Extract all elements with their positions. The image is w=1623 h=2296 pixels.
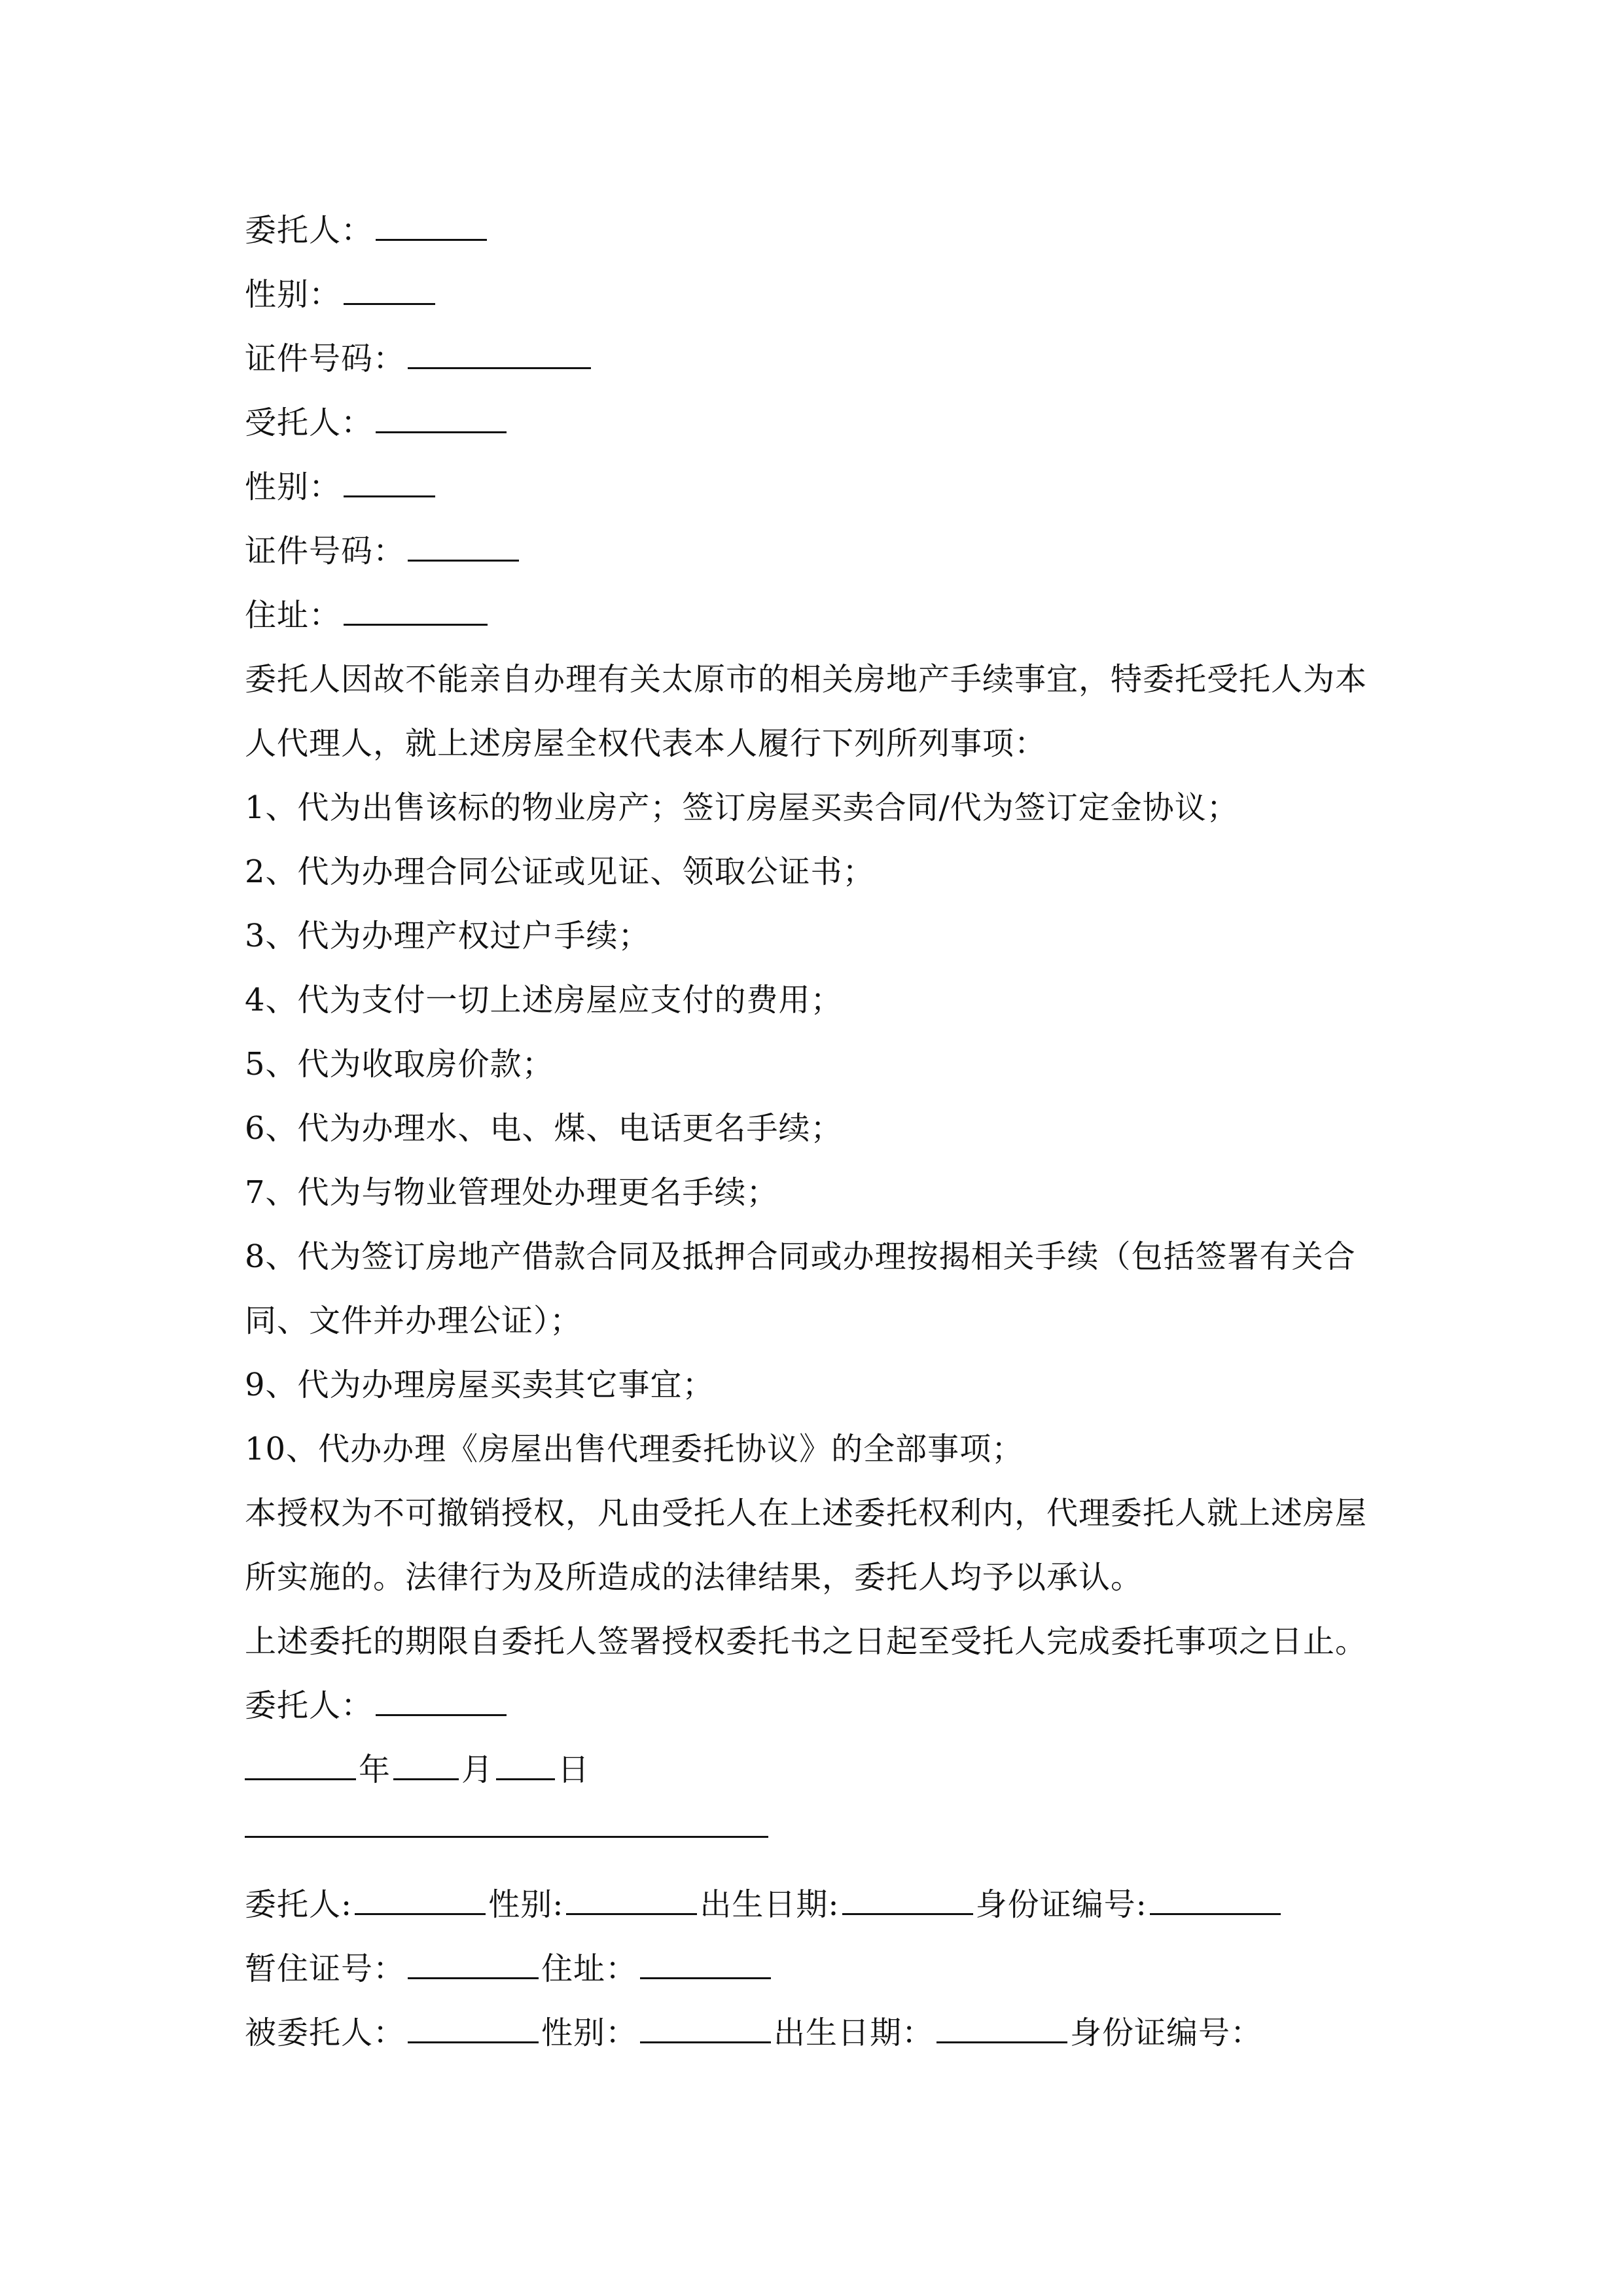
- form2-permit-blank[interactable]: [408, 1952, 539, 1979]
- form2-birth-blank[interactable]: [842, 1888, 973, 1915]
- address-label: 住址：: [245, 597, 342, 634]
- address-line: [245, 596, 490, 635]
- form2-agent-id-label: 身份证编号：: [1070, 2015, 1263, 2051]
- paragraph-irrevocable-line-1: 本授权为不可撤销授权，凡由受托人在上述委托权利内，代理委托人就上述房屋: [245, 1495, 1368, 1532]
- form2-principal-label: 委托人:: [245, 1886, 353, 1923]
- agent-gender-label: 性别：: [245, 469, 342, 505]
- form2-agent-gender-blank[interactable]: [640, 2017, 771, 2043]
- principal-line: [245, 211, 490, 250]
- form2-id-label: 身份证编号:: [975, 1886, 1147, 1923]
- form2-principal-blank[interactable]: [355, 1888, 486, 1915]
- year-blank[interactable]: [245, 1753, 356, 1780]
- agent-gender-blank[interactable]: [344, 471, 435, 497]
- signature-line: [245, 1686, 509, 1725]
- date-line: [245, 1750, 590, 1789]
- principal-gender-line: [245, 275, 438, 314]
- principal-label: 委托人：: [245, 212, 374, 249]
- item-8-line-2: 同、文件并办理公证）；: [245, 1302, 582, 1339]
- year-label: 年: [359, 1751, 391, 1788]
- month-label: 月: [461, 1751, 494, 1788]
- agent-id-line: [245, 531, 522, 571]
- item-6: 6、代为办理水、电、煤、电话更名手续；: [245, 1110, 843, 1147]
- form2-address-label: 住址：: [541, 1950, 638, 1987]
- form2-permit-label: 暂住证号：: [245, 1950, 406, 1987]
- agent-line: [245, 403, 509, 442]
- item-9: 9、代为办理房屋买卖其它事宜；: [245, 1367, 715, 1403]
- principal-blank[interactable]: [376, 214, 487, 241]
- month-blank[interactable]: [393, 1753, 459, 1780]
- item-3: 3、代为办理产权过户手续；: [245, 918, 651, 954]
- paragraph-reason-line-1: 委托人因故不能亲自办理有关太原市的相关房地产手续事宜，特委托受托人为本: [245, 661, 1368, 698]
- principal-gender-blank[interactable]: [344, 278, 435, 305]
- agent-gender-line: [245, 467, 438, 507]
- signature-label: 委托人：: [245, 1687, 374, 1724]
- item-7: 7、代为与物业管理处办理更名手续；: [245, 1174, 779, 1211]
- agent-label: 受托人：: [245, 404, 374, 441]
- form2-agent-blank[interactable]: [408, 2017, 539, 2043]
- item-10: 10、代办办理《房屋出售代理委托协议》的全部事项；: [245, 1431, 1024, 1467]
- principal-id-blank[interactable]: [408, 342, 591, 369]
- item-5: 5、代为收取房价款；: [245, 1046, 554, 1083]
- signature-blank[interactable]: [376, 1689, 507, 1716]
- item-8-line-1: 8、代为签订房地产借款合同及抵押合同或办理按揭相关手续（包括签署有关合: [245, 1238, 1356, 1275]
- form2-birth-label: 出生日期:: [700, 1886, 840, 1923]
- form2-address-blank[interactable]: [640, 1952, 771, 1979]
- principal-gender-label: 性别：: [245, 276, 342, 313]
- item-4: 4、代为支付一切上述房屋应支付的费用；: [245, 982, 843, 1018]
- form2-row-2: [245, 1949, 774, 1988]
- section-divider: [245, 1836, 768, 1838]
- agent-id-blank[interactable]: [408, 535, 519, 562]
- day-label: 日: [558, 1751, 590, 1788]
- form2-agent-birth-blank[interactable]: [936, 2017, 1067, 2043]
- form2-agent-birth-label: 出生日期：: [774, 2015, 935, 2051]
- day-blank[interactable]: [496, 1753, 555, 1780]
- form2-gender-blank[interactable]: [566, 1888, 697, 1915]
- agent-blank[interactable]: [376, 406, 507, 433]
- form2-gender-label: 性别:: [488, 1886, 564, 1923]
- form2-id-blank[interactable]: [1150, 1888, 1281, 1915]
- principal-id-label: 证件号码：: [245, 340, 406, 377]
- form2-agent-label: 被委托人：: [245, 2015, 406, 2051]
- address-blank[interactable]: [344, 599, 488, 626]
- paragraph-term: 上述委托的期限自委托人签署授权委托书之日起至受托人完成委托事项之日止。: [245, 1623, 1368, 1660]
- principal-id-line: [245, 339, 594, 378]
- agent-id-label: 证件号码：: [245, 533, 406, 569]
- form2-row-3: [245, 2013, 1262, 2053]
- paragraph-irrevocable-line-2: 所实施的。法律行为及所造成的法律结果，委托人均予以承认。: [245, 1559, 1143, 1596]
- item-2: 2、代为办理合同公证或见证、领取公证书；: [245, 853, 875, 890]
- form2-row-1: [245, 1885, 1283, 1924]
- form2-agent-gender-label: 性别：: [541, 2015, 638, 2051]
- item-1: 1、代为出售该标的物业房产；签订房屋买卖合同/代为签订定金协议；: [245, 789, 1239, 826]
- paragraph-reason-line-2: 人代理人，就上述房屋全权代表本人履行下列所列事项：: [245, 725, 1047, 762]
